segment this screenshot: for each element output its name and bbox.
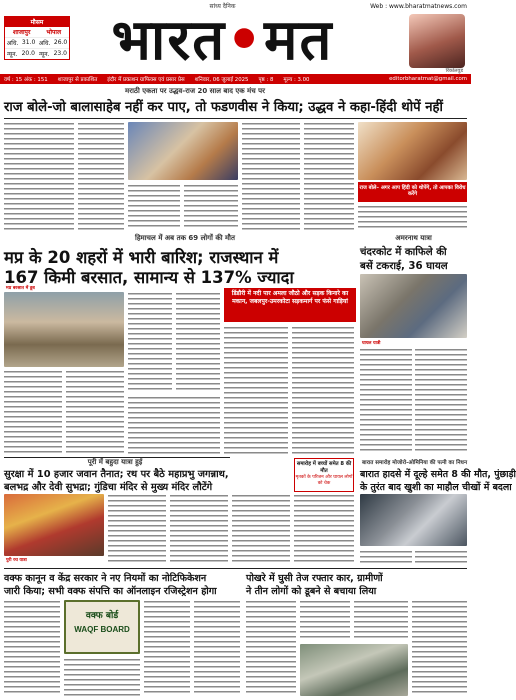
story2-text-col-5: [4, 370, 62, 454]
info-item: मूल्य : 3.00: [283, 77, 310, 83]
story2-text-col-7: [128, 396, 220, 454]
story1-photo-2: [358, 122, 467, 180]
story8-text-col-4: [412, 600, 467, 696]
divider: [4, 118, 467, 119]
story1-text-col-5: [242, 122, 300, 230]
story2-text-col-2: [176, 292, 220, 392]
story3-bus-photo: [360, 274, 467, 338]
story1-headline[interactable]: राज बोले-जो बालासाहेब नहीं कर पाए, तो फडणवीस ने किया; उद्धव ने कहा-हिंदी थोपें नहीं: [4, 100, 443, 115]
story8-text-col-3: [354, 600, 408, 640]
story3-kicker: अमरनाथ यात्रा: [395, 234, 432, 242]
story1-text-col-6: [304, 122, 354, 230]
story4-kicker: पूरी में बहुदा यात्रा हुई: [87, 458, 143, 466]
story1-boxed-caption: [358, 182, 467, 202]
story7-text-col-4: [194, 600, 240, 696]
weather-max-1: 31.0: [21, 39, 36, 46]
waqf-sign-hindi: वक्फ बोर्ड: [85, 611, 119, 621]
model-photo: [409, 14, 465, 68]
story1-text-col-4: [184, 184, 238, 230]
story2-headline-line1[interactable]: मप्र के 20 शहरों में भारी बारिश; राजस्थान में: [4, 248, 279, 267]
info-bar: [0, 74, 471, 84]
story2-text-col-3: [224, 326, 288, 454]
story6-text-col-2: [415, 550, 467, 564]
weather-title: मौसम: [5, 17, 69, 27]
story2-text-col-4: [292, 326, 354, 454]
info-item: इंदौर में प्रकाशन ग्राफिक्स एवं प्रसार प्रेस: [107, 77, 185, 83]
story1-text-col-2: [78, 122, 124, 230]
info-item: पृष्ठ : 8: [258, 77, 274, 83]
email-link[interactable]: editorbharatmat@gmail.com: [389, 76, 467, 82]
website-label[interactable]: Web : www.bharatmatnews.com: [370, 3, 467, 10]
weather-min-1: 20.0: [21, 50, 35, 57]
story6-photo: [360, 494, 467, 546]
story3-text-col-2: [415, 348, 467, 454]
story4-text-col-3: [232, 494, 290, 564]
story5-box-title: समारोह में बच्चों समेत 8 की मौत: [296, 461, 352, 474]
story1-boxed-caption-text: राज बोले– अगर आप हिंदी को थोपेंगे, तो आपका विरोध करेंगे: [359, 185, 466, 197]
story2-flood-photo: [4, 292, 124, 367]
story3-headline-line1[interactable]: चंदरकोट में काफिले की: [360, 247, 447, 258]
newspaper-logo: [100, 2, 345, 73]
story3-text-col-1: [360, 348, 412, 454]
info-item: शाजापुर से प्रकाशित: [57, 77, 98, 83]
story8-headline-line2[interactable]: ने तीन लोगों को डूबने से बचाया लिया: [246, 586, 377, 597]
logo-word-2: मत: [264, 7, 334, 73]
story4-caption: पुरी रथ यात्रा: [6, 558, 27, 563]
story8-text-col-1: [246, 600, 296, 696]
waqf-board-sign: [64, 600, 140, 654]
story6-kicker: बारात समारोह मोजोरो-ओमिनिया की पत्नी का निधन: [362, 460, 467, 466]
story2-sub-box: [224, 288, 356, 322]
story7-headline-line1[interactable]: वक्फ कानून व केंद्र सरकार ने नए नियमों का नोटिफिकेशन: [4, 573, 207, 584]
story1-text-col-1: [4, 122, 74, 230]
story4-text-col-2: [170, 494, 228, 564]
story6-headline-line2[interactable]: के तुरंत बाद खुशी का माहौल चीखों में बदला: [360, 482, 512, 493]
story4-text-col-1: [108, 494, 166, 564]
story4-text-col-4: [294, 494, 354, 564]
divider: [4, 568, 467, 569]
story2-kicker: हिमाचल में अब तक 69 लोगों की मौत: [135, 234, 235, 242]
story1-photo: [128, 122, 238, 180]
story5-box-sub: मृतकों के परिजन और घायल लोगों को चेक: [295, 475, 353, 486]
story2-text-col-1: [128, 292, 172, 392]
waqf-sign-text: WAQF BOARD: [74, 625, 130, 634]
story4-headline-line2[interactable]: बलभद्र और देवी सुभद्रा; गुंडिचा मंदिर से मुख्य मंदिर लौटेंगे: [4, 482, 213, 493]
weather-min-label-2: न्यून.: [39, 51, 50, 58]
story1-kicker: मराठी एकता पर उद्धव-राज 20 साल बाद एक मंच पर: [125, 87, 265, 95]
story3-headline-line2[interactable]: बसें टकराई, 36 घायल: [360, 261, 448, 272]
story2-sub-box-text: डिंडौरी में नदी पार अमला जौठो और सड़क किनारे का मकान, जबलपुर-उमरकोटा सड़कमार्ग पर फंसे गाड़ियां: [231, 290, 349, 305]
weather-max-label-2: अधि.: [38, 40, 51, 47]
story3-caption: घायल यात्री: [362, 341, 381, 346]
weather-max-2: 26.0: [53, 39, 68, 46]
story8-photo: [300, 644, 408, 696]
story1-text-col-3: [128, 184, 180, 230]
logo-tagline: सांध्य दैनिक: [209, 3, 236, 10]
story2-headline-line2[interactable]: 167 किमी बरसात, सामान्य से 137% ज्यादा: [4, 268, 294, 287]
story6-text-col-1: [360, 550, 412, 564]
weather-city-1: शाजापुर: [12, 29, 31, 36]
weather-max-label: अधि.: [6, 40, 19, 47]
weather-min-label: न्यून.: [7, 51, 18, 58]
story7-text-col-1: [4, 600, 60, 696]
story4-headline-line1[interactable]: सुरक्षा में 10 हजार जवान तैनात; रथ पर बैठे महाप्रभु जगन्नाथ,: [4, 469, 229, 480]
story8-headline-line1[interactable]: पोखरे में घुसी तेज रफ्तार कार, ग्रामीणों: [246, 573, 383, 584]
logo-word-1: भारत: [111, 7, 227, 73]
story2-text-col-6: [66, 370, 124, 454]
story7-text-col-3: [144, 600, 190, 696]
info-item: शनिवार, 06 जुलाई 2025: [194, 77, 249, 83]
logo-separator-icon: •: [226, 7, 265, 73]
story7-text-col-2: [64, 658, 140, 696]
story2-caption: मप्र बरसात में डूब: [6, 286, 35, 291]
weather-city-2: भोपाल: [46, 29, 62, 36]
story4-rath-photo: [4, 494, 104, 556]
weather-box: [4, 16, 70, 60]
story1-text-col-7: [358, 205, 467, 230]
info-item: वर्ष : 15 अंक : 151: [4, 77, 48, 83]
story7-headline-line2[interactable]: जारी किया; सभी वक्फ संपत्ति का ऑनलाइन रजिस्ट्रेशन होगा: [4, 586, 217, 597]
weather-min-2: 23.0: [53, 50, 67, 57]
story8-text-col-2: [300, 600, 350, 640]
model-caption: रिंकोलवुड: [445, 68, 463, 74]
masthead: [0, 0, 471, 80]
story6-headline-line1[interactable]: बारात हादसे में दूल्हे समेत 8 की मौत, पुंछाड़ी: [360, 469, 516, 480]
